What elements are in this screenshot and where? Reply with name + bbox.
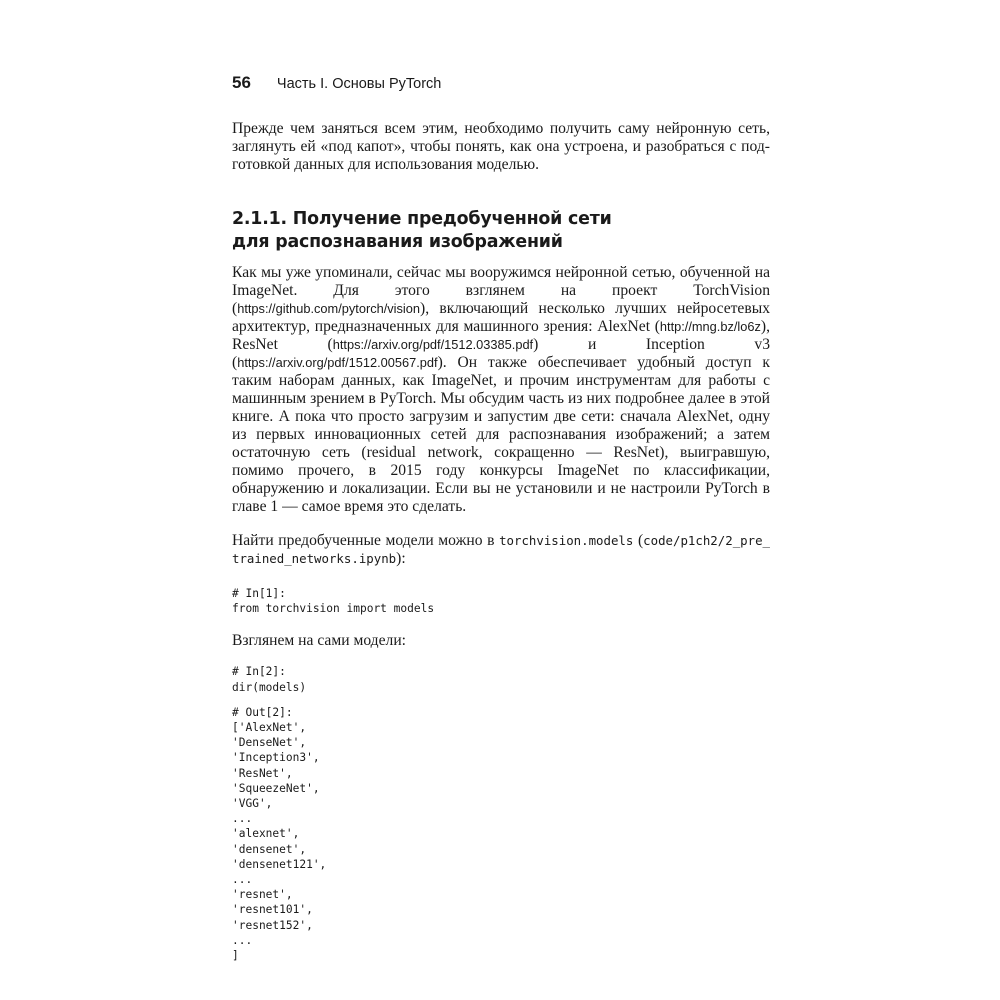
torchvision-link[interactable]: https://github.com/pytorch/vision [237, 301, 421, 316]
page-number: 56 [232, 73, 251, 92]
look-paragraph: Взглянем на сами модели: [232, 632, 406, 650]
models-module-code: torchvision.models [499, 533, 634, 548]
code-block-in-1: # In[1]: from torchvision import models [232, 587, 435, 616]
body-text-5: ). Он также обеспечивает удобный доступ к таким наборам данных, как ImageNet, и прочим инструментам для работы с машинным зрением в PyTorch. Мы обсудим часть из них подробнее далее в этой книге. А пока что просто загрузим и запустим две сети: сначала AlexNet, одну из первых инновационных сетей для распознавания изображений; а затем остаточную сеть (residual network, сокращенно — ResNet), выигравшую, помимо прочего, в 2015 году конкурсы ImageNet по классификации, обнаружению и локализации. Если вы не установили и не настроили PyTorch в главе 1 — самое время это сделать. [232, 354, 770, 515]
section-heading-line-1: 2.1.1. Получение предобученной сети [232, 209, 612, 229]
models-text-before: Найти предобученные модели можно в [232, 532, 500, 549]
body-text-4: ) и Inception v3 ( [232, 336, 771, 371]
section-heading-line-2: для распознавания изображений [232, 232, 563, 252]
body-text-2: ), включающий несколько лучших нейросетевых архитектур, предназначенных для машинного зрения: AlexNet ( [232, 300, 770, 335]
section-heading [232, 208, 770, 254]
page-content [232, 120, 770, 963]
intro-paragraph: Прежде чем заняться всем этим, необходимо получить саму нейронную сеть, заглянуть ей «под капот», чтобы понять, как она устроена, и разобраться с подготовкой данных для использования моделью. [232, 120, 770, 173]
alexnet-link[interactable]: http://mng.bz/lo6z [659, 319, 761, 334]
notebook-path-code: code/p1ch2/2_pre_​trained_networks.ipynb [232, 533, 770, 566]
inception-link[interactable]: https://arxiv.org/pdf/1512.00567.pdf [237, 355, 438, 370]
running-head [232, 73, 441, 95]
models-text-middle: ( [633, 532, 644, 549]
code-block-in-2: # In[2]: dir(models) [232, 665, 307, 694]
body-text-3: ), ResNet ( [232, 318, 770, 353]
code-block-out-2: # Out[2]: ['AlexNet', 'DenseNet', 'Inception3', 'ResNet', 'SqueezeNet', 'VGG', ... 'alexnet', 'densenet', 'densenet121', ... 'resnet', 'resnet101', 'resnet152', ... ] [232, 705, 327, 963]
models-paragraph [232, 532, 770, 568]
body-paragraph [232, 264, 770, 516]
models-text-after: ): [396, 550, 406, 567]
resnet-link[interactable]: https://arxiv.org/pdf/1512.03385.pdf [332, 337, 534, 352]
body-text-1: Как мы уже упоминали, сейчас мы вооружимся нейронной сетью, обученной на ImageNet. Для этого взглянем на проект TorchVision ( [232, 264, 770, 317]
part-title: Часть I. Основы PyTorch [276, 76, 442, 92]
